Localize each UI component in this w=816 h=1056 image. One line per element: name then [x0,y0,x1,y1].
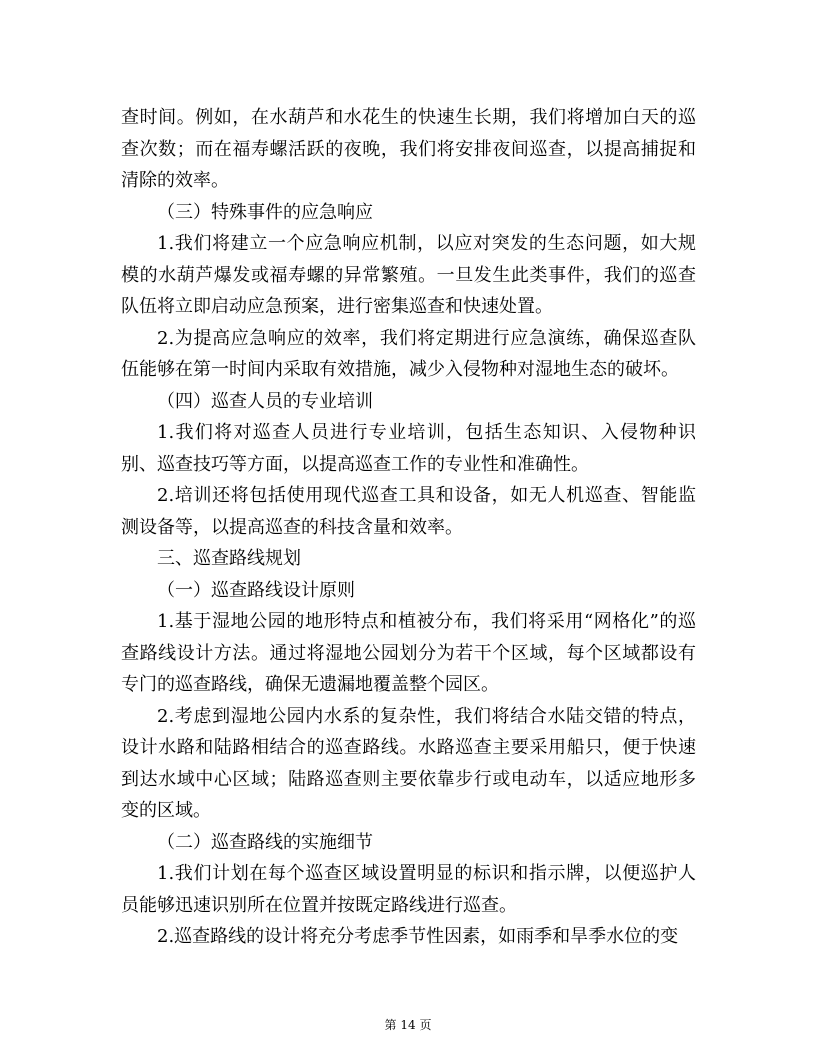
paragraph: 2.为提高应急响应的效率，我们将定期进行应急演练，确保巡查队伍能够在第一时间内采取有效措施，减少入侵物种对湿地生态的破坏。 [121,327,696,380]
page-number: 第 14 页 [384,1018,432,1032]
paragraph-continuation: 查时间。例如，在水葫芦和水花生的快速生长期，我们将增加白天的巡查次数；而在福寿螺活跃的夜晚，我们将安排夜间巡查，以提高捕捉和清除的效率。 [121,107,696,191]
section-heading-emergency-response: （三）特殊事件的应急响应 [157,201,373,223]
paragraph: 2.巡查路线的设计将充分考虑季节性因素，如雨季和旱季水位的变 [157,926,679,947]
paragraph: 2.考虑到湿地公园内水系的复杂性，我们将结合水陆交错的特点，设计水路和陆路相结合的巡查路线。水路巡查主要采用船只，便于快速到达水域中心区域；陆路巡查则主要依靠步行或电动车，以适应地形多变的区域。 [121,705,696,821]
section-heading-staff-training: （四）巡查人员的专业培训 [157,390,373,412]
paragraph: 1.我们将建立一个应急响应机制，以应对突发的生态问题，如大规模的水葫芦爆发或福寿螺的异常繁殖。一旦发生此类事件，我们的巡查队伍将立即启动应急预案，进行密集巡查和快速处置。 [121,233,696,317]
section-heading-route-implementation: （二）巡查路线的实施细节 [157,831,373,853]
section-heading-route-design-principles: （一）巡查路线设计原则 [157,579,355,601]
chapter-heading-route-planning: 三、巡查路线规划 [157,548,301,569]
paragraph: 1.基于湿地公园的地形特点和植被分布，我们将采用“网格化”的巡查路线设计方法。通过将湿地公园划分为若干个区域，每个区域都设有专门的巡查路线，确保无遗漏地覆盖整个园区。 [121,611,696,695]
document-body [121,102,696,953]
paragraph: 1.我们计划在每个巡查区域设置明显的标识和指示牌，以便巡护人员能够迅速识别所在位置并按既定路线进行巡查。 [121,863,696,916]
paragraph: 2.培训还将包括使用现代巡查工具和设备，如无人机巡查、智能监测设备等，以提高巡查的科技含量和效率。 [121,485,696,538]
paragraph: 1.我们将对巡查人员进行专业培训，包括生态知识、入侵物种识别、巡查技巧等方面，以提高巡查工作的专业性和准确性。 [121,422,696,475]
